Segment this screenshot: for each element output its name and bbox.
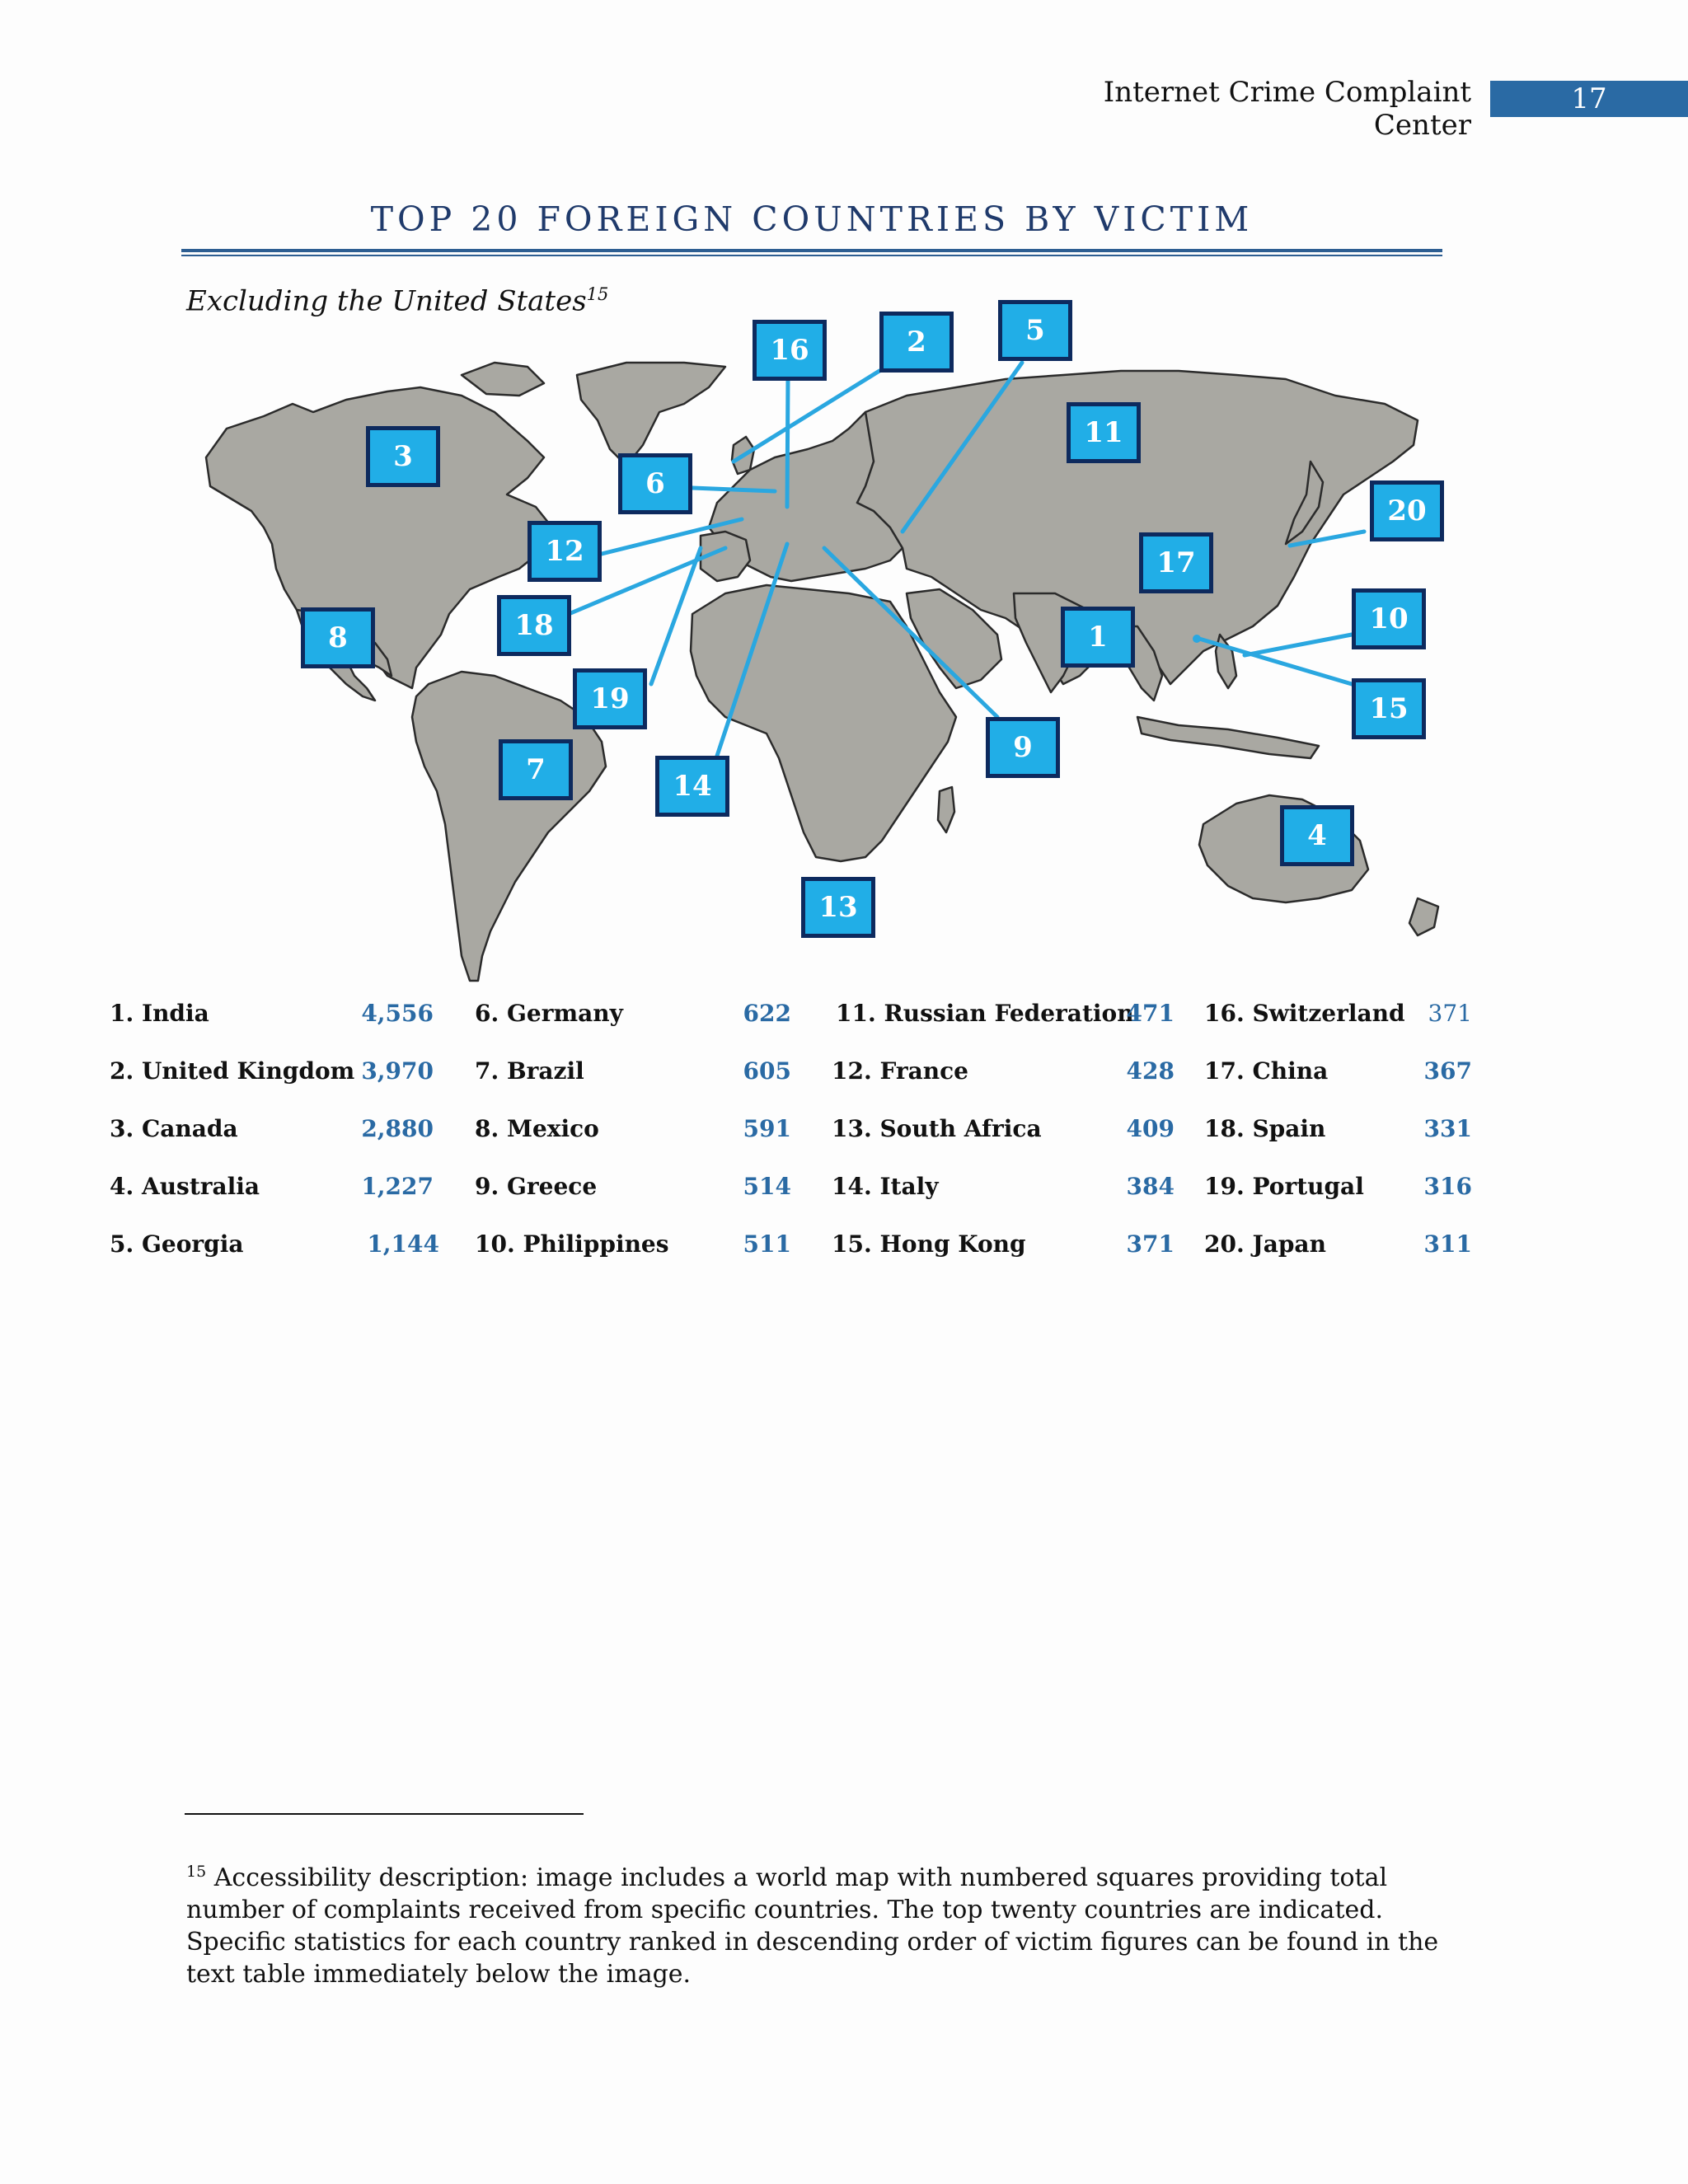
- connector-line-16: [787, 377, 788, 507]
- map-box-3: 3: [366, 426, 440, 487]
- header-title: Internet Crime Complaint Center: [1103, 76, 1471, 142]
- indonesia-landmass: [1137, 717, 1319, 758]
- map-box-10: 10: [1352, 588, 1426, 649]
- footnote-number: 15: [186, 1863, 207, 1881]
- map-box-19: 19: [573, 668, 647, 729]
- map-box-17: 17: [1139, 532, 1213, 593]
- subtitle-text: Excluding the United States: [186, 284, 587, 318]
- footnote-separator: [185, 1813, 584, 1815]
- map-box-12: 12: [528, 521, 602, 582]
- ranking-value: 514: [743, 1173, 791, 1200]
- map-box-2: 2: [879, 312, 954, 373]
- ranking-value: 371: [1126, 1230, 1175, 1258]
- map-box-5: 5: [998, 300, 1072, 361]
- ranking-name: 19. Portugal: [1204, 1173, 1364, 1200]
- ranking-value: 384: [1126, 1173, 1175, 1200]
- map-box-20: 20: [1370, 480, 1444, 541]
- ranking-name: 3. Canada: [110, 1115, 238, 1142]
- rankings-table: [0, 997, 1688, 1277]
- map-box-11: 11: [1067, 402, 1141, 463]
- ranking-name: 1. India: [110, 1000, 209, 1027]
- section-title: TOP 20 FOREIGN COUNTRIES BY VICTIM: [370, 199, 1254, 239]
- subtitle-footnote-ref: 15: [586, 284, 609, 304]
- ranking-name: 4. Australia: [110, 1173, 260, 1200]
- arctic-islands: [462, 363, 544, 396]
- ranking-name: 8. Mexico: [475, 1115, 599, 1142]
- connector-line-10: [1245, 635, 1352, 655]
- ranking-name: 11. Russian Federation: [836, 1000, 1134, 1027]
- ranking-value: 622: [743, 1000, 791, 1027]
- new-zealand-landmass: [1409, 898, 1438, 935]
- ranking-name: 12. France: [832, 1057, 968, 1085]
- madagascar-landmass: [938, 787, 954, 832]
- ranking-name: 9. Greece: [475, 1173, 598, 1200]
- ranking-value: 1,227: [361, 1173, 434, 1200]
- ranking-name: 17. China: [1204, 1057, 1329, 1085]
- ranking-value: 1,144: [367, 1230, 439, 1258]
- ranking-name: 20. Japan: [1204, 1230, 1326, 1258]
- map-box-15: 15: [1352, 678, 1426, 739]
- ranking-name: 7. Brazil: [475, 1057, 584, 1085]
- ranking-name: 6. Germany: [475, 1000, 623, 1027]
- ranking-value: 367: [1423, 1057, 1472, 1085]
- map-box-7: 7: [499, 739, 573, 800]
- ranking-name: 18. Spain: [1204, 1115, 1326, 1142]
- ranking-name: 2. United Kingdom: [110, 1057, 355, 1085]
- hong-kong-marker: [1193, 635, 1201, 643]
- map-box-6: 6: [618, 453, 692, 514]
- footnote-text: Accessibility description: image includes a world map with numbered squares providing total number of complaints received from specific countries. The top twenty countries are indicated. Specific statistics for each country ranked in descending order of victim figures can be found in the text table immediately below the image.: [186, 1863, 1439, 1989]
- map-box-18: 18: [497, 595, 571, 656]
- ranking-name: 5. Georgia: [110, 1230, 244, 1258]
- ranking-value: 4,556: [361, 1000, 434, 1027]
- ranking-name: 10. Philippines: [475, 1230, 669, 1258]
- map-box-13: 13: [801, 877, 875, 938]
- ranking-value: 409: [1126, 1115, 1175, 1142]
- footnote: [186, 1856, 1472, 1990]
- ranking-value: 2,880: [361, 1115, 434, 1142]
- ranking-value: 331: [1423, 1115, 1472, 1142]
- ranking-value: 371: [1428, 1000, 1472, 1027]
- ranking-value: 471: [1126, 1000, 1175, 1027]
- ranking-value: 511: [743, 1230, 791, 1258]
- ranking-name: 13. South Africa: [832, 1115, 1042, 1142]
- page-number: 17: [1490, 81, 1688, 117]
- ranking-value: 3,970: [361, 1057, 434, 1085]
- ranking-name: 16. Switzerland: [1204, 1000, 1405, 1027]
- map-box-8: 8: [301, 607, 375, 668]
- map-box-9: 9: [986, 717, 1060, 778]
- map-box-1: 1: [1061, 607, 1135, 668]
- map-box-4: 4: [1280, 805, 1354, 866]
- ranking-value: 311: [1423, 1230, 1472, 1258]
- greenland-landmass: [577, 363, 725, 466]
- world-map: [0, 0, 1688, 997]
- ranking-name: 14. Italy: [832, 1173, 939, 1200]
- ranking-value: 316: [1423, 1173, 1472, 1200]
- ranking-name: 15. Hong Kong: [832, 1230, 1026, 1258]
- map-box-14: 14: [655, 756, 729, 817]
- ranking-value: 591: [743, 1115, 791, 1142]
- map-box-16: 16: [753, 320, 827, 381]
- ranking-value: 428: [1126, 1057, 1175, 1085]
- ranking-value: 605: [743, 1057, 791, 1085]
